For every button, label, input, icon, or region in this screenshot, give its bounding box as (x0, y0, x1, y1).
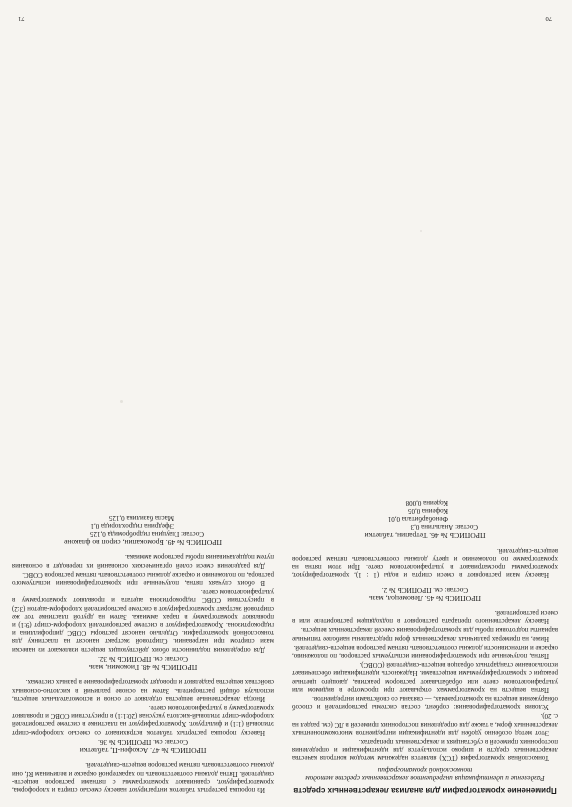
paragraph: Навеску мази растворяют в смеси спирта и воды (1 : 1), хроматографируют, хроматограммы просматривают в ультрафиолетовом свете. При этом пятна на хроматограмме по положению и цвету должны соответствовать пятнам растворов веществ-свидетелей. (292, 546, 558, 579)
page-heading: Применение хроматографии для анализа лекарственных средств (293, 786, 557, 795)
prescription-47-composition: Состав: см. ПРОПИСЬ № 36. (98, 738, 188, 747)
paragraph: Этот метод особенно удобен для идентификации ингредиентов многокомпонентных лекарственных форм, а также для определения посторонних примесей в ЛС (см. раздел на с. 20). (292, 712, 558, 736)
paragraph: Условия хроматографирования: сорбент, состав системы растворителей и способ обнаружения веществ на хроматограммах, — связаны со свойствами ингредиентов. (292, 695, 558, 711)
paragraph: В обоих случаях пятна, полученные при хроматографировании испытуемого раствора, по положению и окраске должны соответствовать пятнам растворов СОВС. (12, 570, 274, 586)
prescription-49-composition-line: Эфедрина гидрохлорида 0,1 (90, 521, 174, 530)
paragraph: Для определения подлинности обоих действующих веществ извлекают из навески мази спиртом при нагревании. Спиртовой экстракт наносят на пластинку для тонкослойной хроматографии. Отдельно наносят растворы СОВС дипрофиллина и гидрокортизона. Хроматографируют в системе растворителей хлороформ-спирт (9:1) и проявляют хроматограмму в парах аммиака. Затем на другой пластинке тот же спиртовой экстракт хроматографируют в системе растворителей хлороформ-ацетон (3:2) в присутствии СОВС гидрокортизона ацетата и проявляют хроматограмму в ультрафиолетовом свете. (12, 588, 274, 653)
prescription-49-composition-line: Масла базилика 0,125 (108, 513, 174, 522)
page-number: 71 (18, 15, 25, 22)
prescription-46-composition-line: Состав: Анальгина 0,3 (410, 523, 478, 532)
page-71 (12, 9, 274, 799)
page-number: 70 (545, 15, 552, 22)
section-subheading: Разделение и идентификация ингредиентов лекарственных средств методом тонкослойной хроматографии (305, 766, 545, 783)
paragraph: Навеску лекарственного препарата растворяют в подходящем растворителе или в смеси растворителей. (292, 609, 558, 625)
paragraph: Тонкослойная хроматография (ТСХ) является надежным методом контроля качества лекарственных средств и широко используется для идентификации и определения посторонних примесей в субстанциях и лекарственных препаратах. (292, 738, 558, 762)
prescription-45-title: ПРОПИСЬ № 45. Левомецол, мазь (369, 593, 481, 603)
prescription-46-composition-line: Кодеина 0,008 (405, 498, 448, 507)
prescription-49-title: ПРОПИСЬ № 49. Бромокапин, сироп во флаконе (64, 538, 222, 548)
paragraph: Навеску порошка растертых таблеток встряхивают со смесью хлороформ-спирт этиловый (1:1) и фильтруют. Хроматографируют на пластинке в системе растворителей хлороформ-спирт этиловый-кислота уксусная (20:1:1) в присутствии СОВС и проявляют хроматограмму в ультрафиолетовом свете. (12, 703, 274, 736)
prescription-48-composition: Состав: см. ПРОПИСЬ № 32. (98, 655, 188, 664)
paragraph: Иногда лекарственные вещества отделяют от основ и вспомогательных веществ, используя общий растворитель. Затем на основе различий в кислотно-основных свойствах вещества разделяют и проводят хроматографирование в разных системах. (12, 678, 274, 702)
prescription-46-title: ПРОПИСЬ № 46. Тетрапин, таблетки (364, 531, 486, 541)
paragraph: Ниже, на примерах различных лекарственных форм представлены наиболее типичные варианты подготовки пробы для хроматографирования смесей лекарственных веществ. (292, 626, 558, 642)
prescription-48-title: ПРОПИСЬ № 48. Гиокомин, мазь (88, 663, 198, 673)
prescription-46-composition-line: Кофеина 0,05 (407, 507, 448, 516)
paragraph: Из порошка растертых таблеток интрагируют навеску смесью спирта и хлороформа, хроматографируют, сравнивают хроматограммы с пятнами растворов веществ-свидетелей. Пятна должны соответствовать по характерной окраске и величинам Rf, они должны соответствовать пятнам растворов веществ-свидетелей. (12, 761, 274, 793)
paragraph: Пятна веществ на хроматограммах открывают при просмотре в видимом или ультрафиолетовом свете или обрабатывают раствором реактива, дающего цветные реакции с хроматографируемыми веществами. Надежность идентификации обеспечивает использование стандартных образцов веществ-свидетелей (СОВС). (292, 661, 558, 693)
prescription-47-title: ПРОПИСЬ № 47. Аскофен-П, таблетки (79, 746, 207, 756)
paragraph: Для разделения смеси солей органических оснований их переводят в основания путем подщелачивания пробы раствором аммиака. (12, 553, 274, 569)
prescription-49-composition-line: Состав: Глауцина гидробромида 0,125 (89, 530, 204, 539)
prescription-46-composition-line: Фенобарбитала 0,01 (387, 515, 448, 524)
paragraph: Пятна, полученные при хроматографировании испытуемых растворов, по положению, окраске и интенсивности должны соответствовать пятнам растворов веществ-свидетелей. (292, 643, 558, 660)
prescription-45-composition: Состав: см. ПРОПИСЬ № 2. (381, 585, 469, 594)
page-70 (292, 9, 558, 799)
